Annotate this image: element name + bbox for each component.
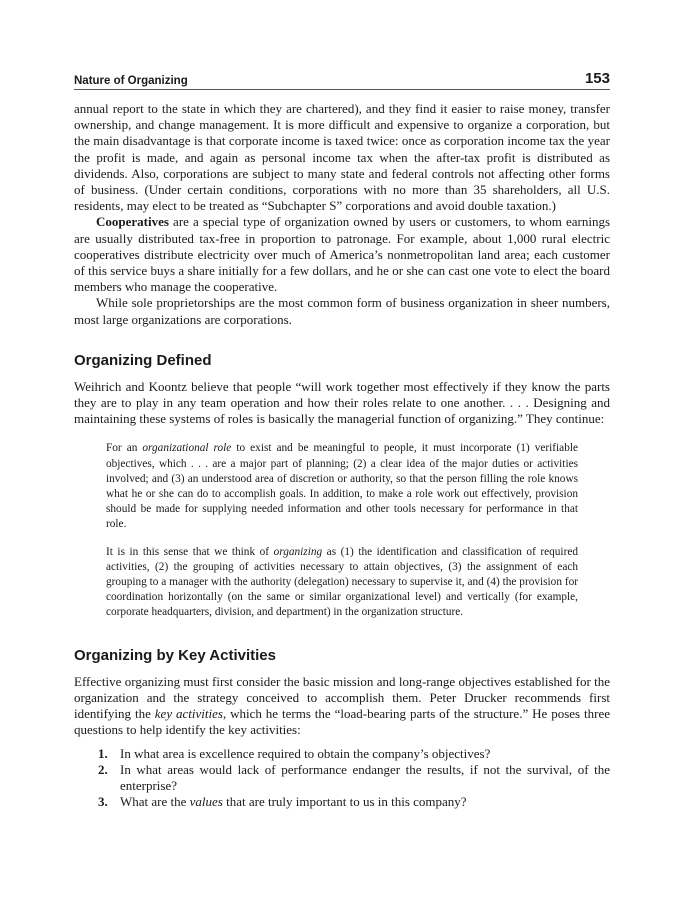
term-organizing: organizing xyxy=(273,545,323,558)
quote2-pre: It is in this sense that we think of xyxy=(106,545,274,558)
list-item-text: In what areas would lack of performance endanger the results, if not the survival, of the enterprise? xyxy=(120,761,610,793)
paragraph-cooperatives xyxy=(74,214,610,295)
question-list xyxy=(74,746,610,811)
q3-pre: What are the xyxy=(120,794,190,810)
list-item-number: 1. xyxy=(98,745,108,761)
paragraph-drucker xyxy=(74,674,610,739)
paragraph-corporations: annual report to the state in which they are chartered), and they find it easier to raise money, transfer ownership, and change management. It is more difficult and expensive to organize a corporation, but the main disadvantage is that corporate income is taxed twice: once as corporation income tax the year the profit is made, and again as personal income tax when the after-tax profit is distributed as dividends. Also, corporations are subject to many state and federal controls not affecting other forms of business. (Under certain conditions, corporations with no more than 35 shareholders, all U.S. residents, may elect to be treated as “Subchapter S” corporations and avoid double taxation.) xyxy=(74,101,610,214)
drucker-pre: Effective organizing must first consider the basic mission and long-range objectives established for the organization and the strategy conceived to accomplish them. Peter Drucker recommends first identifying the xyxy=(74,673,610,722)
quote1-post: to exist and be meaningful to people, it must incorporate (1) verifiable objectives, which . . . are a major part of planning; (2) a clear idea of the major duties or activities involved; and (3) an understood area of discretion or authority, so that the person filling the role knows what he or she can do to accomplish goals. In addition, to make a role work out effectively, provision should be made for supplying needed information and other tools necessary for performance in that role. xyxy=(106,442,578,531)
heading-organizing-defined: Organizing Defined xyxy=(74,351,212,369)
list-item xyxy=(98,746,610,762)
drucker-post: , which he terms the “load-bearing parts of the structure.” He poses three questions to help identify the key activities: xyxy=(74,706,611,738)
paragraph-weihrich-koontz: Weihrich and Koontz believe that people “will work together most effectively if they know the parts they are to play in any team operation and how their roles relate to one another. . . . Designing and maintaining these systems of roles is basically the managerial function of organizing.” They continue: xyxy=(74,378,610,427)
paragraph-proprietorships: While sole proprietorships are the most common form of business organization in sheer numbers, most large organizations are corporations. xyxy=(74,295,610,327)
book-page xyxy=(74,70,610,810)
list-item-number: 3. xyxy=(98,794,108,810)
cooperatives-text: are a special type of organization owned by users or customers, to whom earnings are usually distributed tax-free in proportion to patronage. For example, about 1,000 rural electric cooperatives distribute electricity over much of America’s nonmetropolitan land area; each customer of this service buys a share initially for a few dollars, and he or she can cast one vote to elect the board members who manage the cooperative. xyxy=(74,214,610,295)
list-item-number: 2. xyxy=(98,761,108,777)
list-item-text xyxy=(120,794,610,810)
running-head xyxy=(74,70,610,90)
list-item xyxy=(98,794,610,810)
term-cooperatives: Cooperatives xyxy=(96,214,169,230)
term-key-activities: key activities xyxy=(154,706,223,722)
page-number: 153 xyxy=(584,70,610,87)
block-quote xyxy=(106,441,578,620)
quote2-post: as (1) the identification and classification of required activities, (2) the grouping of activities necessary to attain objectives, (3) the assignment of each grouping to a manager with the authority (delegation) necessary to supervise it, and (4) the provision for coordination horizontally (on the same or similar organizational level) and vertically (for example, corporate headquarters, division, and department) in the organization structure. xyxy=(106,545,578,619)
running-head-title: Nature of Organizing xyxy=(74,75,188,87)
quote1-pre: For an xyxy=(106,442,143,455)
quote-paragraph-organizing xyxy=(106,545,578,621)
heading-key-activities: Organizing by Key Activities xyxy=(74,646,276,664)
q3-post: that are truly important to us in this company? xyxy=(222,794,467,810)
term-values: values xyxy=(189,794,223,810)
quote-paragraph-role xyxy=(106,441,578,532)
list-item xyxy=(98,762,610,794)
list-item-text: In what area is excellence required to obtain the company’s objectives? xyxy=(120,745,491,761)
term-organizational-role: organizational role xyxy=(142,442,232,455)
